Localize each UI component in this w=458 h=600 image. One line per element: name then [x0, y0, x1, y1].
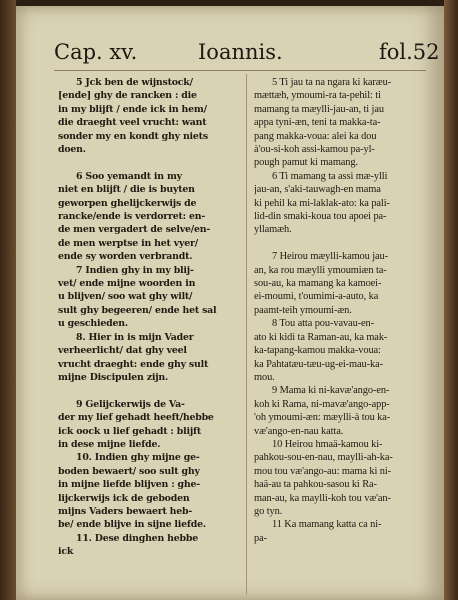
book-left-edge [0, 0, 16, 600]
formosan-text-line: 8 Tou atta pou-vavau-en- [272, 318, 374, 330]
formosan-text-line: 5 Ti jau ta na ngara ki karæu- [272, 77, 392, 88]
column-divider [246, 74, 247, 594]
formosan-text-line: pough pamut ki mamang. [254, 157, 358, 169]
dutch-text-column [58, 76, 240, 559]
dutch-text-line: 8. Hier in is mijn Vader [76, 331, 194, 343]
dutch-text-line: [ende] ghy de rancken : die [58, 90, 197, 102]
formosan-text-line: 7 Heirou mæylli-kamou jau- [272, 251, 389, 263]
formosan-text-line: sou-au, ka mamang ka kamoei- [254, 278, 382, 290]
dutch-text-line: sult ghy begeeren/ ende het sal [58, 304, 217, 316]
formosan-text-line: mou. [254, 371, 275, 383]
formosan-text-line: 10 Heirou hmaä-kamou ki- [272, 438, 383, 450]
dutch-text-line: rancke/ende is verdorret: en- [58, 211, 206, 223]
dutch-text-line: 11. Dese dinghen hebbe [76, 532, 198, 544]
formosan-text-line: mou tou væ'ango-au: mama ki ni- [254, 465, 392, 477]
paragraph-gap [58, 156, 240, 169]
formosan-text-line: ki pehil ka mi-laklak-ato: ka pali- [254, 197, 390, 209]
formosan-text-line: jau-an, s'aki-tauwagh-en mama [254, 184, 381, 196]
dutch-text-line: 6 Soo yemandt in my [76, 170, 182, 182]
dutch-text-line: ick oock u lief gehadt : blijft [58, 425, 201, 437]
dutch-text-line: vet/ ende mijne woorden in [58, 278, 196, 290]
formosan-text-line: ei-moumi, t'oumimi-a-auto, ka [254, 291, 379, 303]
formosan-text-line: man-au, ka maylli-koh tou væ'an- [254, 492, 391, 504]
dutch-text-line: boden bewaert/ soo sult ghy [58, 465, 200, 477]
book-title: Ioannis. [198, 40, 283, 64]
dutch-text-line: de men vergadert de selve/en- [58, 224, 211, 236]
dutch-text-line: 7 Indien ghy in my blij- [76, 264, 194, 276]
formosan-text-line: lid-din smaki-koua tou apoei pa- [254, 211, 387, 223]
dutch-text-line: be/ ende blijve in sijne liefde. [58, 519, 206, 531]
formosan-text-line: à'ou-si-koh assi-kamou pa-yl- [254, 144, 375, 156]
formosan-text-line: pahkou-sou-en-nau, maylli-ah-ka- [254, 452, 393, 464]
dutch-text-line: in dese mijne liefde. [58, 438, 161, 450]
dutch-text-line: 5 Jck ben de wijnstock/ [76, 77, 193, 88]
dutch-text-line: lijckerwijs ick de geboden [58, 492, 190, 504]
formosan-text-line: pang makka-voua: alei ka dou [254, 130, 377, 142]
dutch-text-line: vrucht draeght: ende ghy sult [58, 358, 209, 370]
formosan-text-line: koh ki Rama, ni-mavæ'ango-app- [254, 398, 390, 410]
dutch-text-line: in mijne liefde blijven : ghe- [58, 479, 200, 491]
formosan-text-line: 6 Ti mamang ta assi mæ-ylli [272, 170, 388, 182]
book-page [16, 6, 444, 600]
header-rule [54, 70, 426, 71]
formosan-text-line: 11 Ka mamang katta ca ni- [272, 519, 382, 531]
formosan-text-line: mættæh, ymoumi-ra ta-pehil: ti [254, 90, 381, 102]
formosan-text-line: væ'ango-en-nau katta. [254, 425, 344, 437]
dutch-text-line: 9 Gelijckerwijs de Va- [76, 398, 185, 410]
dutch-text-line: der my lief gehadt heeft/hebbe [58, 412, 214, 424]
formosan-text-line: appa tyni-æn, teni ta makka-ta- [254, 117, 381, 129]
formosan-text-line: 9 Mama ki ni-kavæ'ango-en- [272, 385, 390, 397]
book-spine [444, 0, 458, 600]
formosan-text-line: ka-tapang-kamou makka-voua: [254, 345, 381, 357]
dutch-text-line: in my blijft / ende ick in hem/ [58, 103, 207, 115]
formosan-text-line: yllamæh. [254, 224, 292, 236]
dutch-text-line: sonder my en kondt ghy niets [58, 130, 208, 142]
dutch-text-line: doen. [58, 144, 86, 156]
formosan-text-line: mamang ta mæylli-jau-an, ti jau [254, 103, 384, 115]
dutch-text-line: mijns Vaders bewaert heb- [58, 505, 193, 517]
formosan-text-line: go tyn. [254, 505, 283, 517]
formosan-text-line: an, ka rou mæylli ymoumiæn ta- [254, 264, 387, 276]
dutch-text-line: u geschieden. [58, 318, 128, 330]
dutch-text-line: de men werptse in het vyer/ [58, 237, 198, 249]
formosan-text-line: haä-au ta pahkou-sasou ki Ra- [254, 479, 377, 491]
dutch-text-line: verheerlicht/ dat ghy veel [58, 345, 187, 357]
folio-number: fol.52 [379, 40, 440, 64]
paragraph-gap [58, 384, 240, 397]
formosan-text-line: ka Pahtatæu-tæu-ug-ei-mau-ka- [254, 358, 383, 370]
dutch-text-line: mijne Discipulen zijn. [58, 371, 169, 383]
dutch-text-line: ick [58, 546, 74, 558]
dutch-text-line: die draeght veel vrucht: want [58, 117, 207, 129]
formosan-text-line: 'oh ymoumi-æn: mæylli-à tou ka- [254, 412, 391, 424]
formosan-text-line: pa- [254, 532, 267, 544]
chapter-heading: Cap. xv. [54, 40, 138, 64]
paragraph-gap [254, 237, 434, 250]
dutch-text-line: u blijven/ soo wat ghy wilt/ [58, 291, 193, 303]
dutch-text-line: 10. Indien ghy mijne ge- [76, 452, 200, 464]
dutch-text-line: niet en blijft / die is buyten [58, 184, 195, 196]
formosan-text-column [254, 76, 434, 545]
formosan-text-line: paamt-teih ymoumi-æn. [254, 304, 352, 316]
dutch-text-line: geworpen ghelijckerwijs de [58, 197, 197, 209]
formosan-text-line: ato ki kidi ta Raman-au, ka mak- [254, 331, 388, 343]
dutch-text-line: ende sy worden verbrandt. [58, 251, 193, 263]
